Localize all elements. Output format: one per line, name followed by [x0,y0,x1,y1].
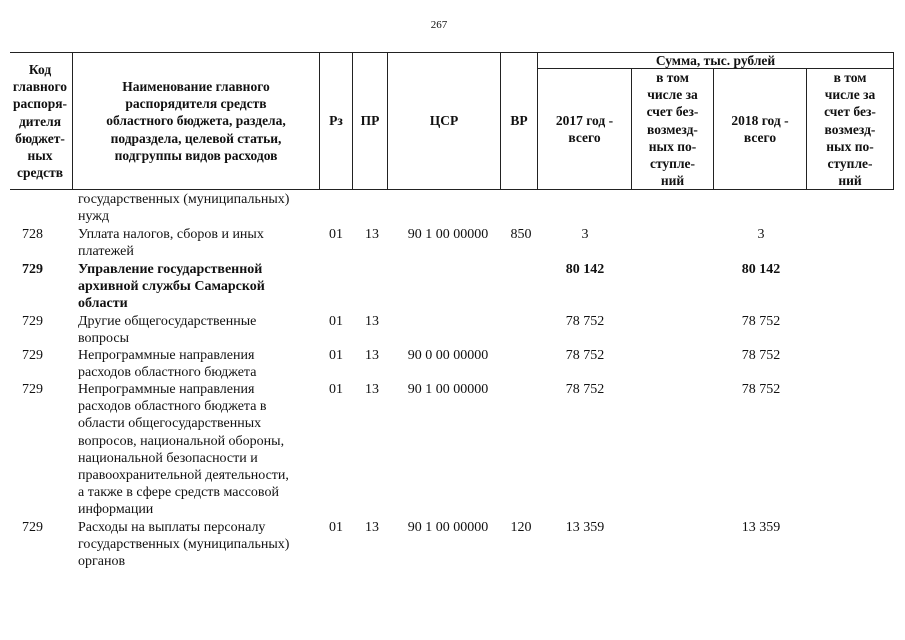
text-line: ных по- [826,138,874,154]
row-3-rz: 01 [329,314,343,329]
text-line: Непрограммные направления [78,348,255,363]
header-rz: Рз [329,113,343,128]
text-line: Управление государственной [78,262,263,277]
row-5-name [78,381,323,519]
header-2017-total [538,112,631,146]
text-line: в том [656,70,689,85]
text-line: национальной безопасности и [78,450,258,466]
header-sum-title: Сумма, тыс. рублей [655,53,776,68]
row-6-sum-2018: 13 359 [741,520,781,535]
row-4-sum-2017: 78 752 [565,348,605,363]
text-line: ных по- [648,138,697,154]
header-2018-total [714,112,806,146]
text-line: а также в сфере средств массовой [78,485,279,501]
row-1-code: 728 [22,227,43,242]
row-6-sum-2017: 13 359 [565,520,605,535]
row-2-code: 729 [22,262,43,277]
page-number: 267 [430,19,448,31]
row-3-code: 729 [22,314,43,329]
text-line: Непрограммные направления [78,382,255,397]
text-line: 2018 год - [731,113,789,128]
row-4-name [78,347,323,381]
text-line: государственных (муниципальных) [78,192,290,207]
text-line: ний [838,173,862,189]
row-6-vr: 120 [510,520,532,535]
row-6-pr: 13 [365,520,379,535]
row-6-code: 729 [22,520,43,535]
text-line: числе за [647,87,698,103]
row-3-pr: 13 [365,314,379,329]
text-line: распоря- [12,96,68,112]
row-3-name [78,313,323,347]
row-5-code: 729 [22,382,43,397]
text-line: средств [16,165,64,181]
header-2018-incl [807,69,893,189]
text-line: вопросов, национальной обороны, [78,433,285,449]
text-line: государственных (муниципальных) [78,537,290,553]
text-line: правоохранительной деятельности, [78,468,289,484]
row-3-sum-2018: 78 752 [741,314,781,329]
text-line: Уплата налогов, сборов и иных [78,227,264,242]
row-4-csr: 90 0 00 00000 [407,348,489,363]
col-divider-right [893,52,894,190]
text-line: Другие общегосударственные [78,314,257,329]
text-line: числе за [824,87,876,103]
text-line: информации [78,502,154,518]
row-5-csr: 90 1 00 00000 [407,382,489,397]
row-2-sum-2018: 80 142 [741,262,781,277]
text-line: расходов областного бюджета в [78,399,267,415]
header-2017-incl [632,69,713,189]
text-line: Расходы на выплаты персоналу [78,520,266,535]
row-0-name [78,191,323,225]
text-line: нужд [78,209,110,225]
row-1-sum-2018: 3 [757,227,765,242]
row-1-csr: 90 1 00 00000 [407,227,489,242]
text-line: всего [743,130,777,146]
text-line: Наименование главного [122,79,270,94]
text-line: области общегосударственных [78,416,262,432]
text-line: ний [660,173,685,189]
text-line: возмезд- [647,121,698,137]
row-3-sum-2017: 78 752 [565,314,605,329]
row-6-csr: 90 1 00 00000 [407,520,489,535]
text-line: всего [568,130,601,146]
text-line: области [78,296,128,312]
text-line: дителя [18,113,62,129]
row-1-pr: 13 [365,227,379,242]
row-4-rz: 01 [329,348,343,363]
header-vr: ВР [510,113,528,128]
text-line: возмезд- [824,121,876,137]
row-1-name [78,226,323,260]
text-line: подраздела, целевой статьи, [110,130,282,146]
row-6-rz: 01 [329,520,343,535]
text-line: ных [27,148,53,164]
text-line: ступле- [649,156,696,172]
text-line: органов [78,554,126,570]
row-2-name [78,261,323,313]
text-line: счет без- [646,104,699,120]
row-5-sum-2017: 78 752 [565,382,605,397]
text-line: бюджет- [15,130,65,146]
row-1-sum-2017: 3 [581,227,589,242]
text-line: главного [12,79,68,95]
text-line: платежей [78,244,134,260]
text-line: подгруппы видов расходов [114,147,278,163]
row-5-sum-2018: 78 752 [741,382,781,397]
text-line: вопросы [78,331,129,347]
text-line: архивной службы Самарской [78,279,265,295]
row-5-rz: 01 [329,382,343,397]
header-csr: ЦСР [429,113,459,128]
text-line: расходов областного бюджета [78,365,257,381]
row-2-sum-2017: 80 142 [565,262,605,277]
text-line: Код [28,62,52,77]
header-bottom-border [10,189,894,190]
text-line: ступле- [827,156,873,172]
header-pr: ПР [360,113,380,128]
row-1-vr: 850 [510,227,532,242]
text-line: в том [833,70,867,85]
text-line: 2017 год - [555,113,614,128]
text-line: областного бюджета, раздела, [106,113,286,129]
row-1-rz: 01 [329,227,343,242]
text-line: распорядителя средств [125,96,267,112]
row-6-name [78,519,323,571]
header-code [8,61,72,181]
text-line: счет без- [824,104,876,120]
row-5-pr: 13 [365,382,379,397]
row-4-code: 729 [22,348,43,363]
row-4-sum-2018: 78 752 [741,348,781,363]
header-name [73,78,319,164]
row-4-pr: 13 [365,348,379,363]
